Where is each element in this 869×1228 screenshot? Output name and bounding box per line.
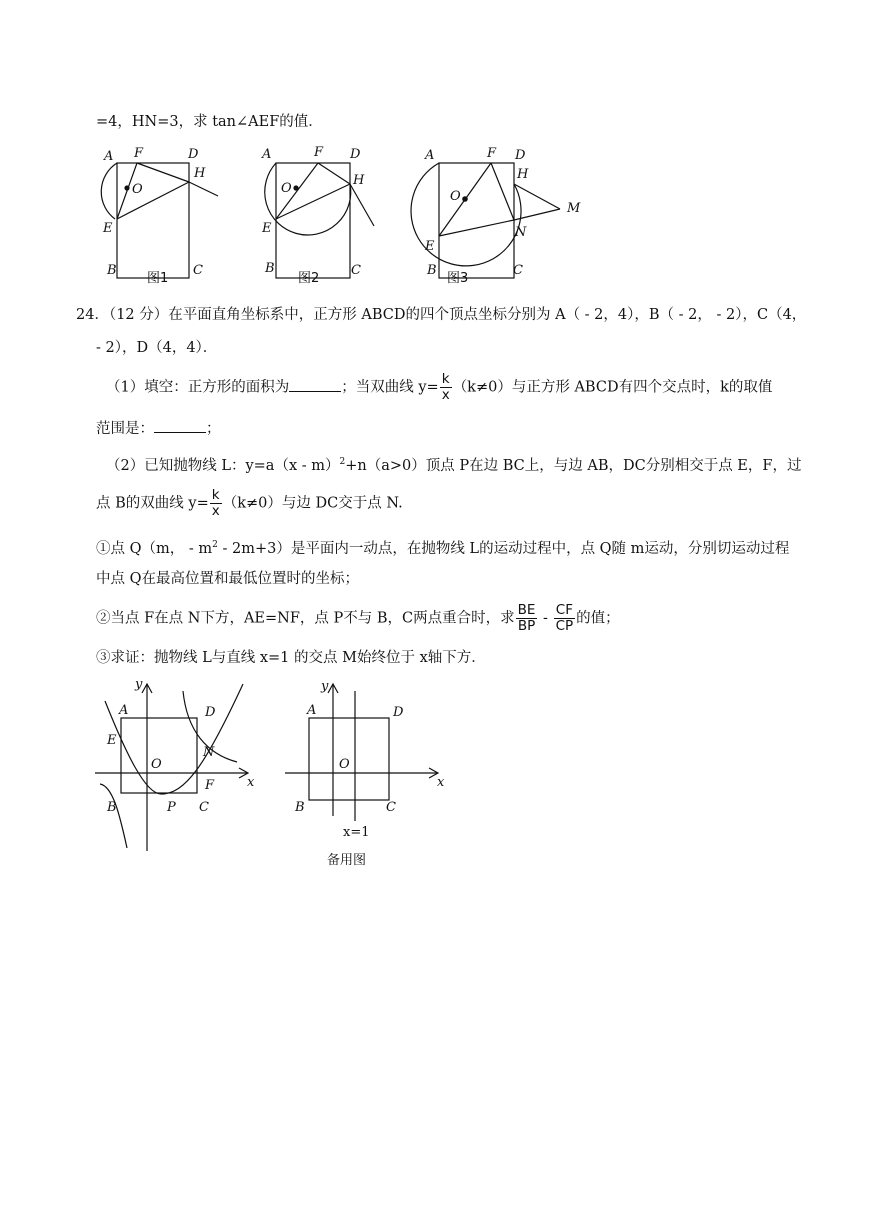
label-C: C	[513, 263, 523, 278]
text: ；当双曲线 y=	[341, 379, 439, 396]
label-H: H	[517, 167, 529, 182]
text: +n（a>0）顶点 P在边 BC上，与边 AB，DC分别相交于点 E，F，过	[345, 457, 802, 474]
label-O: O	[132, 182, 143, 197]
problem-23-tail: =4，HN=3，求 tan∠AEF的值．	[96, 114, 323, 130]
label-P: P	[167, 800, 176, 815]
q24-sub1-2: 中点 Q在最高位置和最低位置时的坐标；	[96, 571, 359, 587]
label-H: H	[194, 166, 206, 181]
fraction-be-bp: $\frac{BE}{BP}$	[517, 602, 536, 634]
text: - 2m+3）是平面内一动点，在抛物线 L的运动过程中，点 Q随 m运动，分别切运动过程	[217, 540, 790, 557]
label-A: A	[262, 147, 272, 162]
label-C: C	[386, 800, 396, 815]
label-M: M	[567, 201, 581, 216]
label-H: H	[353, 173, 365, 188]
q24-stem-1: 24．（12 分）在平面直角坐标系中，正方形 ABCD的四个顶点坐标分别为 A（ - 2，4），B（ - 2， - 2），C（4，	[76, 307, 807, 323]
label-D: D	[393, 705, 404, 720]
label-B: B	[265, 261, 275, 276]
label-E: E	[262, 221, 272, 236]
q24-sub2	[96, 603, 620, 634]
text: ②当点 F在点 N下方，AE=NF，点 P不与 B，C两点重合时，求	[96, 610, 515, 627]
exponent: 2	[212, 540, 218, 550]
fraction-k-over-x: $\frac{k}{x}$	[211, 487, 220, 519]
label-C: C	[351, 263, 361, 278]
q24-part1	[106, 372, 772, 403]
figure-4-coordinate	[95, 676, 265, 856]
exponent: 2	[339, 457, 346, 467]
text: ；	[206, 421, 221, 437]
label-B: B	[107, 263, 117, 278]
text: （k≠0）与正方形 ABCD有四个交点时，k的取值	[452, 379, 773, 396]
label-O: O	[450, 189, 461, 204]
label-O: O	[339, 757, 350, 772]
label-E: E	[425, 239, 435, 254]
label-A: A	[119, 703, 129, 718]
q24-part2-2	[96, 488, 403, 519]
fraction-cf-cp: $\frac{CF}{CP}$	[555, 602, 574, 634]
label-E: E	[107, 733, 117, 748]
q24-sub1-1	[96, 535, 789, 559]
label-O: O	[151, 757, 162, 772]
q24-part2-1	[106, 452, 801, 476]
label-O: O	[281, 181, 292, 196]
q24-part1-range	[96, 418, 221, 439]
label-D: D	[188, 147, 199, 162]
label-N: N	[515, 225, 527, 240]
label-A: A	[307, 703, 317, 718]
label-x-equals-1: x=1	[343, 825, 370, 840]
q24-sub3: ③求证：抛物线 L与直线 x=1 的交点 M始终位于 x轴下方．	[96, 650, 486, 666]
caption-fig2: 图2	[298, 271, 320, 286]
label-y: y	[321, 679, 329, 694]
figure-2	[250, 140, 390, 285]
text: -	[538, 610, 553, 627]
text: 的值；	[576, 610, 620, 627]
answer-blank-range[interactable]	[154, 418, 206, 433]
label-E: E	[103, 221, 113, 236]
label-F: F	[205, 778, 215, 793]
label-B: B	[427, 263, 437, 278]
label-D: D	[205, 705, 216, 720]
label-N: N	[203, 745, 215, 760]
answer-blank-area[interactable]	[289, 377, 341, 392]
figure-5-spare	[285, 676, 455, 871]
label-B: B	[107, 800, 117, 815]
label-F: F	[314, 145, 324, 160]
text: ①点 Q（m， - m	[96, 540, 213, 557]
label-D: D	[350, 147, 361, 162]
text: （2）已知抛物线 L：y=a（x - m）	[106, 457, 340, 474]
label-F: F	[487, 146, 497, 161]
label-F: F	[134, 146, 144, 161]
label-C: C	[193, 263, 203, 278]
label-x: x	[437, 775, 445, 790]
label-D: D	[515, 148, 526, 163]
text: （k≠0）与边 DC交于点 N.	[222, 495, 403, 512]
caption-fig3: 图3	[447, 271, 469, 286]
label-y: y	[135, 677, 143, 692]
caption-spare: 备用图	[327, 853, 367, 868]
text: 点 B的双曲线 y=	[96, 495, 209, 512]
text: 范围是：	[96, 421, 154, 437]
label-B: B	[295, 800, 305, 815]
label-A: A	[104, 149, 114, 164]
fraction-k-over-x: $\frac{k}{x}$	[441, 371, 450, 403]
figure-1	[90, 140, 230, 285]
label-A: A	[425, 148, 435, 163]
figure-3	[415, 140, 595, 285]
q24-stem-2: - 2），D（4，4）．	[96, 340, 218, 356]
caption-fig1: 图1	[147, 271, 169, 286]
label-x: x	[247, 775, 255, 790]
text: （1）填空：正方形的面积为	[106, 379, 290, 396]
label-C: C	[199, 800, 209, 815]
